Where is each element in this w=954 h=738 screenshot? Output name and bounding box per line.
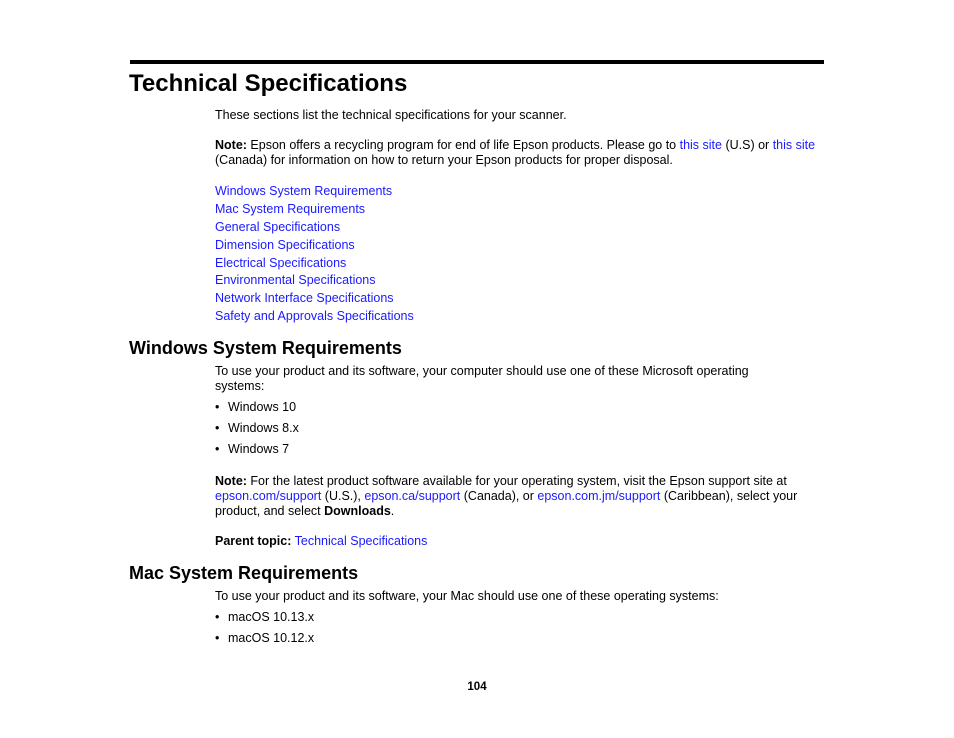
list-item: • macOS 10.13.x [215,610,315,624]
bullet: • [215,400,220,414]
toc-link-mac[interactable]: Mac System Requirements [215,201,366,216]
parent-topic-link[interactable]: Technical Specifications [294,534,428,548]
bullet: • [215,631,220,645]
mac-heading: Mac System Requirements [129,563,359,583]
parent-topic-label: Parent topic: [215,534,292,548]
note-text: (U.S) or [722,138,773,152]
bullet: • [215,421,220,435]
canada-recycling-link[interactable]: this site [772,138,816,152]
toc-link-network[interactable]: Network Interface Specifications [215,291,394,306]
downloads-bold: Downloads [324,504,391,518]
bullet: • [215,610,220,624]
bullet: • [215,442,220,456]
note-text: Epson offers a recycling program for end of life Epson products. Please go to [246,138,680,152]
toc-link-windows[interactable]: Windows System Requirements [215,184,393,198]
topic-link-list [215,183,414,326]
windows-heading: Windows System Requirements [129,338,402,358]
parent-topic [215,534,825,549]
note-text: (Canada) for information on how to return your Epson products for proper disposal. [215,153,673,167]
toc-link-dimension[interactable]: Dimension Specifications [215,237,355,252]
list-item: • Windows 7 [215,442,290,456]
epson-ca-support-link[interactable]: epson.ca/support [364,489,461,503]
toc-link-environmental[interactable]: Environmental Specifications [215,273,376,288]
toc-link-general[interactable]: General Specifications [215,219,341,234]
software-note: Note: For the latest product software available for your operating system, visit the Epson support site at epson.com/support (U.S.), epson.ca/support (Canada), or epson.com.jm/support (Caribbean), select your product, and select Downloads. [215,474,798,518]
page-number: 104 [467,681,487,693]
list-item: • Windows 10 [215,400,297,414]
windows-intro: To use your product and its software, your computer should use one of these Microsoft operating systems: [215,364,749,393]
recycling-note [215,138,825,168]
epson-us-support-link[interactable]: epson.com/support [215,489,322,503]
mac-os-list [215,610,314,652]
us-recycling-link[interactable]: this site [679,138,722,152]
page-title: Technical Specifications [129,70,408,97]
epson-jm-support-link[interactable]: epson.com.jm/support [537,489,661,503]
list-item: • Windows 8.x [215,421,299,435]
list-item: • macOS 10.12.x [215,631,315,645]
windows-os-list [215,400,299,463]
title-rule [130,60,824,64]
toc-link-electrical[interactable]: Electrical Specifications [215,255,347,270]
toc-link-safety[interactable]: Safety and Approvals Specifications [215,309,414,324]
note-label: Note: [215,474,247,488]
note-label: Note: [215,138,247,152]
mac-intro: To use your product and its software, your Mac should use one of these operating systems: [215,589,719,603]
intro-text: These sections list the technical specifications for your scanner. [215,108,567,122]
